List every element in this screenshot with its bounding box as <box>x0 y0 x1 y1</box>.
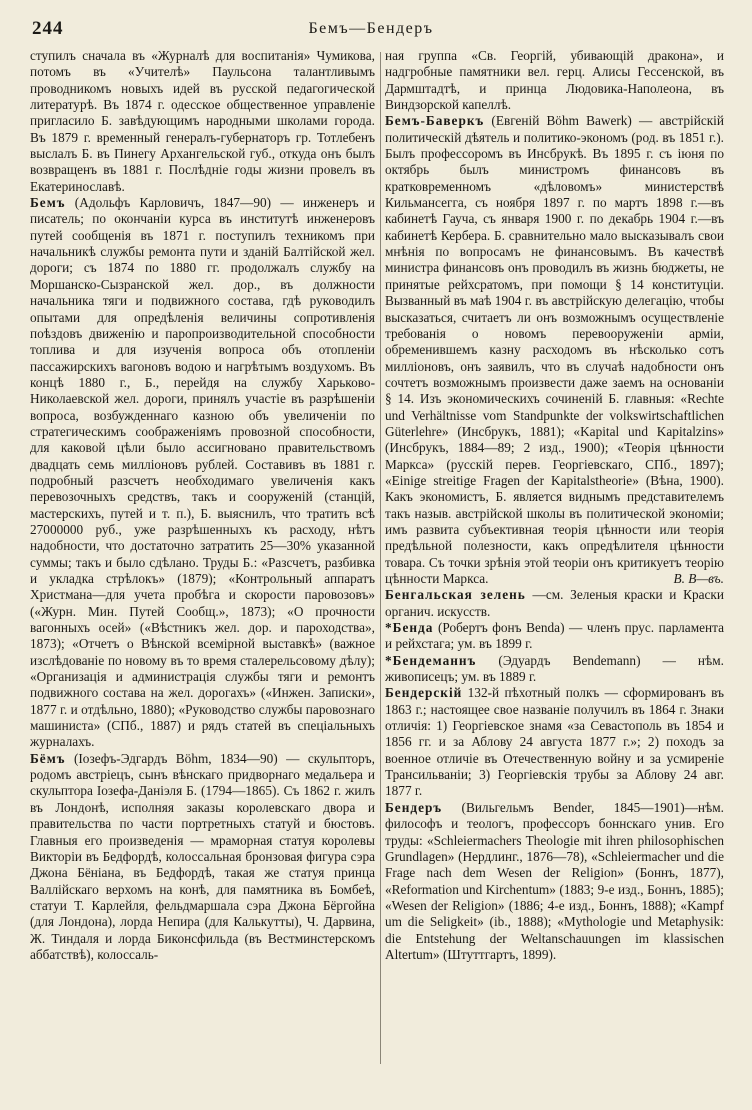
entry-headword: Бенгальская зелень <box>385 587 526 603</box>
article-entry <box>385 620 724 653</box>
article-entry <box>385 800 724 963</box>
entry-headword: Бемъ-Баверкъ <box>385 113 485 129</box>
page-number: 244 <box>32 18 64 39</box>
left-column <box>30 48 375 1072</box>
article-entry <box>385 113 724 587</box>
article-entry <box>30 751 375 963</box>
entry-text: (Іозефъ-Эдгардъ Böhm, 1834—90) — скульпторъ, родомъ австріецъ, сынъ вѣнскаго придворнаго медальера и скульптора Іозефа-Даніэля Б. (1794—1865). Съ 1862 г. жилъ въ Лондонѣ, исполняя заказы королевскаго двора и правительства по части портретныхъ статуй и бюстовъ. Главныя его произведенія — мраморная статуя королевы Викторіи въ Бедфордѣ, колоссальная бронзовая фигура сэра Джона Бёніана, въ Бедфордѣ, такая же статуя принца Валлійскаго верхомъ на конѣ, для памятника въ Бомбеѣ, статуи Т. Карлейля, фельдмаршала сэра Джона Бёргойна (для Лондона), лорда Непира (для Калькутты), Ч. Дарвина, Ж. Тиндаля и лорда Биконсфильда (въ Вестминстерскомъ аббатствѣ), колоссаль- <box>30 750 375 962</box>
article-entry <box>30 195 375 751</box>
entry-text: (Эдуардъ Bendemann) — нѣм. живописецъ; ум. въ 1889 г. <box>385 652 724 685</box>
entry-text: ступилъ сначала въ «Журналѣ для воспитанія» Чумикова, потомъ въ «Учителѣ» Паульсона талантливымъ проводникомъ новыхъ идей въ русской педагогической литературѣ. Въ 1874 г. одесское общественное управленіе пригласило Б. завѣдующимъ народными школами города. Въ 1879 г. временный генералъ-губернаторъ гр. Тотлебенъ выслалъ Б. въ Пинегу Архангельской губ., откуда онъ былъ возвращенъ въ 1881 г. Послѣдніе годы жизни провелъ въ Екатеринославѣ. <box>30 48 375 194</box>
entry-text: (Робертъ фонъ Benda) — членъ прус. парламента и рейхстага; ум. въ 1899 г. <box>385 620 724 652</box>
article-entry <box>385 48 724 113</box>
entry-text: (Евгеній Böhm Bawerk) — австрійскій политическій дѣятель и политико-экономъ (род. въ 1851 г.). Былъ профессоромъ въ Инсбрукѣ. Въ 1895 г. съ іюня по октябрь былъ министромъ финансовъ въ кратковременномъ «дѣловомъ» министерствѣ Кильмансегга, съ ноября 1897 г. по мартъ 1898 г.—въ кабинетѣ Гауча, съ января 1900 г. по декабрь 1904 г.—въ кабинетѣ Кербера. Б. сравнительно мало высказывалъ свои мнѣнія по вопросамъ не финансовымъ. Въ качествѣ министра финансовъ онъ проводилъ въ жизнь бюджеты, не принятые рейхсратомъ, при помощи § 14 конституціи. Вызванный въ маѣ 1904 г. въ австрійскую делегацію, чтобы высказаться, считаетъ ли онъ возможнымъ осуществленіе требованія о новомъ перевооруженіи арміи, обременившемъ казну расходомъ въ нѣсколько сотъ милліоновъ, онъ заявилъ, что въ случаѣ надобности онъ сочтетъ возможнымъ произвести даже заемъ на основаніи § 14. Изъ экономическихъ сочиненій Б. главныя: «Rechte und Verhältnisse vom Standpunkte der volkswirtschaftlichen Güterlehre» (Инсбрукъ, 1881); «Kapital und Kapitalzins» (Инсбрукъ, 1884—89; 2 изд., 1900); «Теорія цѣнности Маркса» (русскій перев. Георгіевскаго, СПб., 1897); «Einige streitige Fragen der Kapitalstheorie» (Вѣна, 1900). Какъ экономистъ, Б. является виднымъ представителемъ такъ назыв. австрійской школы въ политической экономіи; имъ развита субъективная теорія цѣнности или теорія предѣльной полезности, какъ опредѣлителя цѣнности товара. Съ точки зрѣнія этой теоріи онъ критикуетъ теорію цѣнности Маркса. <box>385 113 724 586</box>
entry-headword: *Бендеманнъ <box>385 652 477 668</box>
running-head: Бемъ—Бендеръ <box>308 20 434 37</box>
column-divider <box>380 52 381 1064</box>
entry-headword: Бёмъ <box>30 750 66 766</box>
entry-text: (Адольфъ Карловичъ, 1847—90) — инженеръ и писатель; по окончаніи курса въ институтѣ инженеровъ путей сообщенія въ 1871 г. поступилъ техникомъ при начальникѣ службы ремонта пути и зданій Балтійской жел. дороги; съ 1874 по 1880 гг. продолжалъ службу на Моршанско-Сызранской жел. дор., въ должности начальника тяги и подвижного состава, гдѣ руководилъ опытами для опредѣленія величины сопротивленія поѣздовъ движенію и паропроизводительной способности топлива и для изученія вопроса объ отопленіи пассажирскихъ вагоновъ водою и нагрѣтымъ воздухомъ. Въ концѣ 1880 г., Б., перейдя на службу Харьково-Николаевской жел. дороги, принялъ участіе въ разрѣшеніи вопроса, возбужденнаго казною объ увеличеніи по стратегическимъ соображеніямъ провозной способности, для каковой цѣли было ассигновано правительствомъ двадцать семь милліоновъ рублей. Составивъ въ 1881 г. подробный разсчетъ необходимаго увеличенія какъ перевозочныхъ средствъ, такъ и сооруженій (станцій, мастерскихъ, путей и т. п.), Б. выяснилъ, что тратить всѣ 27000000 руб., уже разрѣшенныхъ къ расходу, нѣтъ надобности, что достаточно затратить 25—30% указанной суммы; такъ и было сдѣлано. Труды Б.: «Разсчетъ, разбивка и укладка стрѣлокъ» (1879); «Контрольный аппаратъ Христмана—для учета пробѣга и скорости паровозовъ» («Журн. Мин. Путей Сообщ.», 1873); «О прочности вагонныхъ осей» («Вѣстникъ жел. дор. и пароходства», 1873); «Отчетъ о Вѣнской всемірной выставкѣ» (важное изслѣдованіе по новому въ то время сталерельсовому дѣлу); «Организація и администрація службы тяги и ремонтъ подвижного состава на жел. дорогахъ» («Инжен. Записки», 1877 г. и отдѣльно, 1880); «Руководство службы паровознаго машиниста» (СПб., 1887) и рядъ статей въ спеціальныхъ журналахъ. <box>30 195 375 750</box>
entry-headword: Бемъ <box>30 195 66 211</box>
entry-headword: *Бенда <box>385 620 434 636</box>
entry-text: ная группа «Св. Георгій, убивающій дракона», и надгробные памятники вел. герц. Алисы Гессенской, въ Дармштадтѣ, и принца Людовика-Наполеона, въ Виндзорской капеллѣ. <box>385 48 724 113</box>
page-header <box>30 12 712 42</box>
article-entry <box>385 685 724 799</box>
right-column <box>385 48 724 1072</box>
entry-headword: Бендерскій <box>385 685 463 701</box>
entry-text: —см. Зеленыя краски и Краски органич. искусств. <box>385 587 724 619</box>
author-signature: В. В—въ. <box>673 571 724 586</box>
entry-text: (Вильгельмъ Bender, 1845—1901)—нѣм. философъ и теологъ, профессоръ боннскаго унив. Его труды: «Schleiermachers Theologie mit ihren philosophischen Grundlagen» (Нердлинг., 1876—78), «Schleiermacher und die Frage nach dem Wesen der Religion» (Боннъ, 1877), «Reformation und Kirchentum» (1883; 9-е изд., Боннъ, 1885); «Wesen der Religion» (1886; 4-е изд., Боннъ, 1888); «Kampf um die Seligkeit» (ib., 1888); «Mythologie und Metaphysik: die Entstehung der Weltanschauungen im klassischen Altertum» (Штуттгартъ, 1899). <box>385 799 724 962</box>
article-entry <box>30 48 375 195</box>
entry-text: 132-й пѣхотный полкъ — сформированъ въ 1863 г.; настоящее свое названіе получилъ въ 1864 г. Знаки отличія: 1) Георгіевское знамя «за Севастополь въ 1854 и 1856 гг. и за Аблову 24 августа 1877 г.»; 2) походъ за военное отличіе въ Отечественную войну и за усмиреніе Трансильваніи; 3) Георгіевскія трубы за Аблову 24 авг. 1877 г. <box>385 685 724 799</box>
article-entry <box>385 653 724 686</box>
entry-headword: Бендеръ <box>385 799 443 815</box>
article-entry <box>385 587 724 620</box>
